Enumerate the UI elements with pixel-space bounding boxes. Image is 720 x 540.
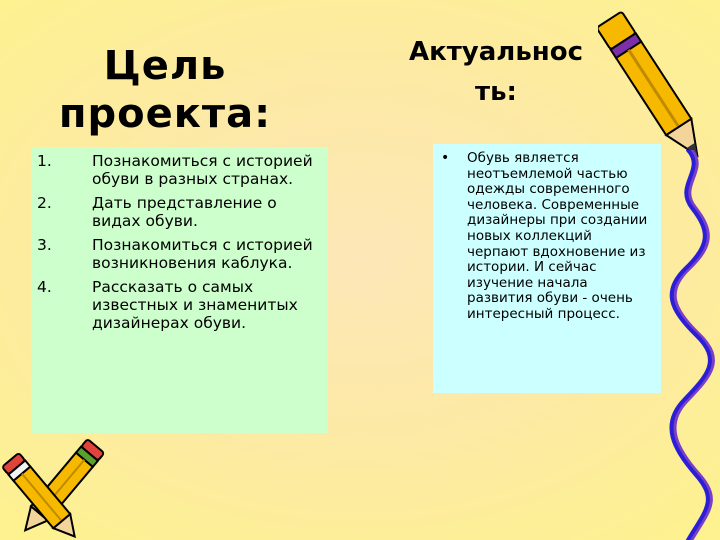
page-title xyxy=(30,42,300,138)
list-item-text: Познакомиться с историей возникновения каблука. xyxy=(92,236,313,272)
title-line-2: проекта: xyxy=(58,91,272,137)
pencil-icon xyxy=(598,2,710,172)
list-item-text: Дать представление о видах обуви. xyxy=(92,194,277,230)
list-item-number: 2. xyxy=(37,194,52,212)
relevance-heading xyxy=(385,32,607,112)
relevance-text: Обувь является неотъемлемой частью одежды современного человека. Современные дизайнеры при создании новых коллекций черпают вдохновение из истории. И сейчас изучение начала развития обуви - очень интересный процесс. xyxy=(467,150,648,322)
squiggle-line-icon xyxy=(668,150,718,540)
pencils-icon xyxy=(2,436,122,540)
bullet-item xyxy=(441,151,655,323)
list-item xyxy=(31,236,328,272)
list-item xyxy=(31,194,328,230)
goals-box xyxy=(31,147,328,433)
list-item-number: 3. xyxy=(37,236,52,254)
list-item-text: Рассказать о самых известных и знаменитых дизайнерах обуви. xyxy=(92,278,298,332)
relevance-heading-line-2: ть: xyxy=(475,77,517,107)
relevance-heading-line-1: Актуальнос xyxy=(408,37,584,67)
list-item xyxy=(31,278,328,332)
goals-list xyxy=(31,152,328,332)
list-item-number: 1. xyxy=(37,152,52,170)
list-item xyxy=(31,152,328,188)
relevance-box xyxy=(433,144,661,393)
bullet-icon: • xyxy=(441,150,450,166)
title-line-1: Цель xyxy=(103,43,227,89)
list-item-number: 4. xyxy=(37,278,52,296)
list-item-text: Познакомиться с историей обуви в разных странах. xyxy=(92,152,313,188)
